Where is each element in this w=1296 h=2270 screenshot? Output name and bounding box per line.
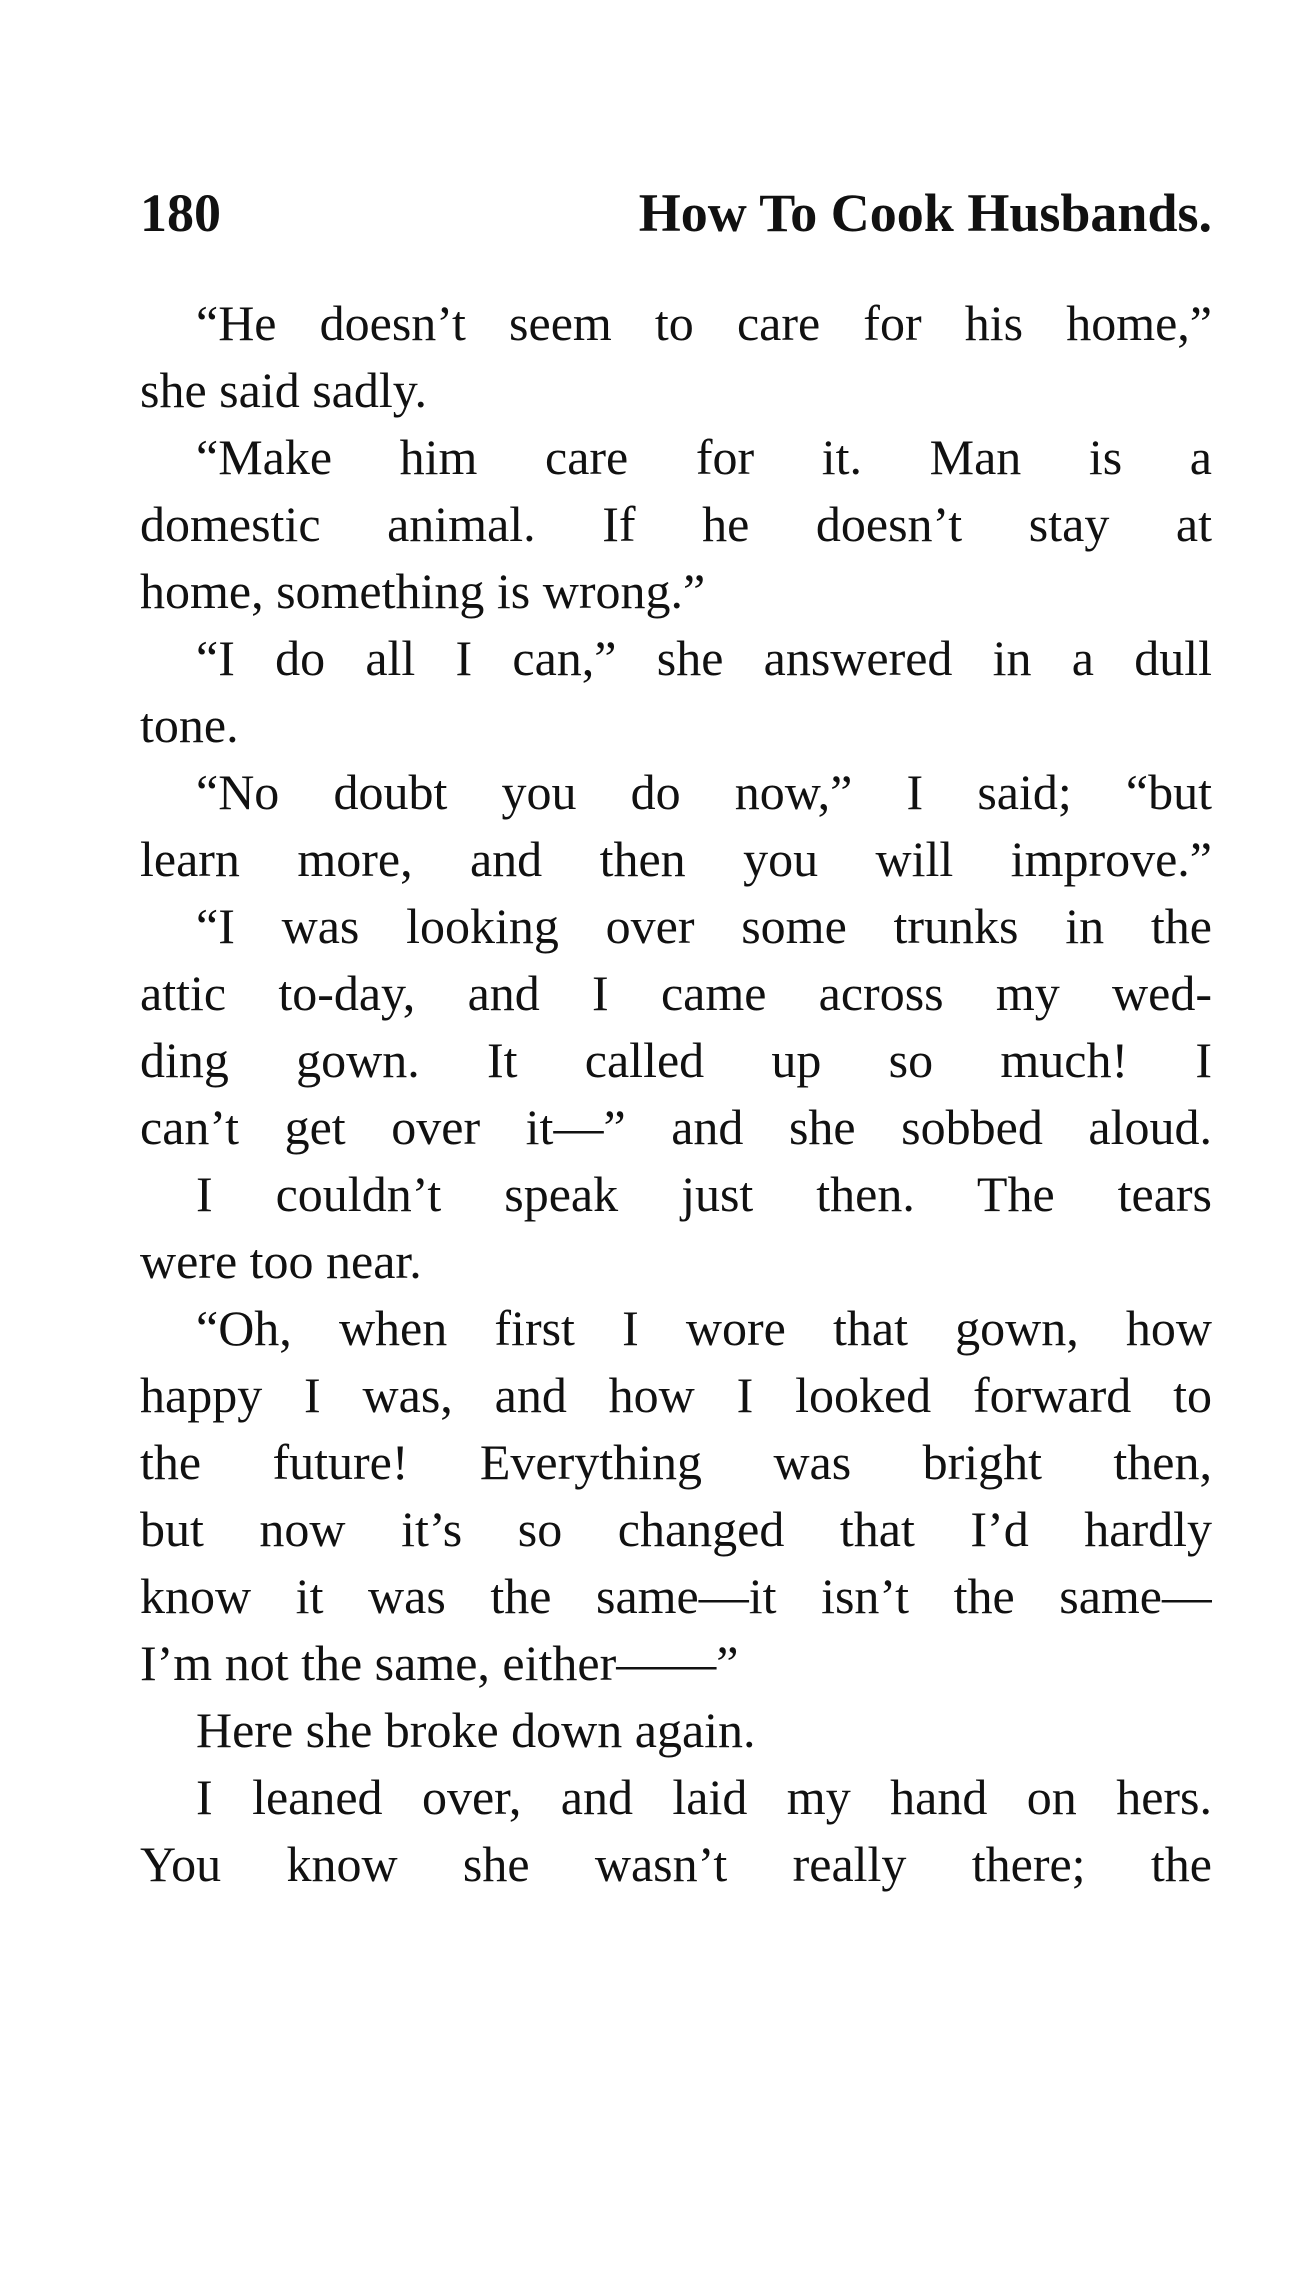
text-line: I’m not the same, either——”: [140, 1635, 739, 1691]
text-line: domestic animal. If he doesn’t stay at: [140, 496, 1212, 552]
text-line: “No doubt you do now,” I said; “but: [196, 764, 1212, 820]
text-line: “I was looking over some trunks in the: [196, 898, 1212, 954]
text-line: know it was the same—it isn’t the same—: [140, 1568, 1212, 1624]
text-line: happy I was, and how I looked forward to: [140, 1367, 1212, 1423]
text-line: I leaned over, and laid my hand on hers.: [196, 1769, 1212, 1825]
text-line: learn more, and then you will improve.”: [140, 831, 1212, 887]
text-line: were too near.: [140, 1233, 422, 1289]
text-line: “I do all I can,” she answered in a dull: [196, 630, 1212, 686]
text-line: ding gown. It called up so much! I: [140, 1032, 1212, 1088]
text-line: You know she wasn’t really there; the: [140, 1836, 1212, 1892]
text-line: “Oh, when first I wore that gown, how: [196, 1300, 1212, 1356]
text-line: home, something is wrong.”: [140, 563, 706, 619]
text-line: Here she broke down again.: [196, 1702, 756, 1758]
text-line: but now it’s so changed that I’d hardly: [140, 1501, 1212, 1557]
page-number: 180: [140, 183, 221, 243]
running-title: How To Cook Husbands.: [638, 183, 1212, 243]
text-line: I couldn’t speak just then. The tears: [196, 1166, 1212, 1222]
text-line: the future! Everything was bright then,: [140, 1434, 1212, 1490]
running-head: [140, 178, 1212, 248]
text-line: can’t get over it—” and she sobbed aloud.: [140, 1099, 1212, 1155]
text-line: “He doesn’t seem to care for his home,”: [196, 295, 1212, 351]
text-line: tone.: [140, 697, 239, 753]
text-line: attic to-day, and I came across my wed-: [140, 965, 1212, 1021]
body-text: [140, 290, 1212, 1898]
text-line: she said sadly.: [140, 362, 427, 418]
text-line: “Make him care for it. Man is a: [196, 429, 1212, 485]
